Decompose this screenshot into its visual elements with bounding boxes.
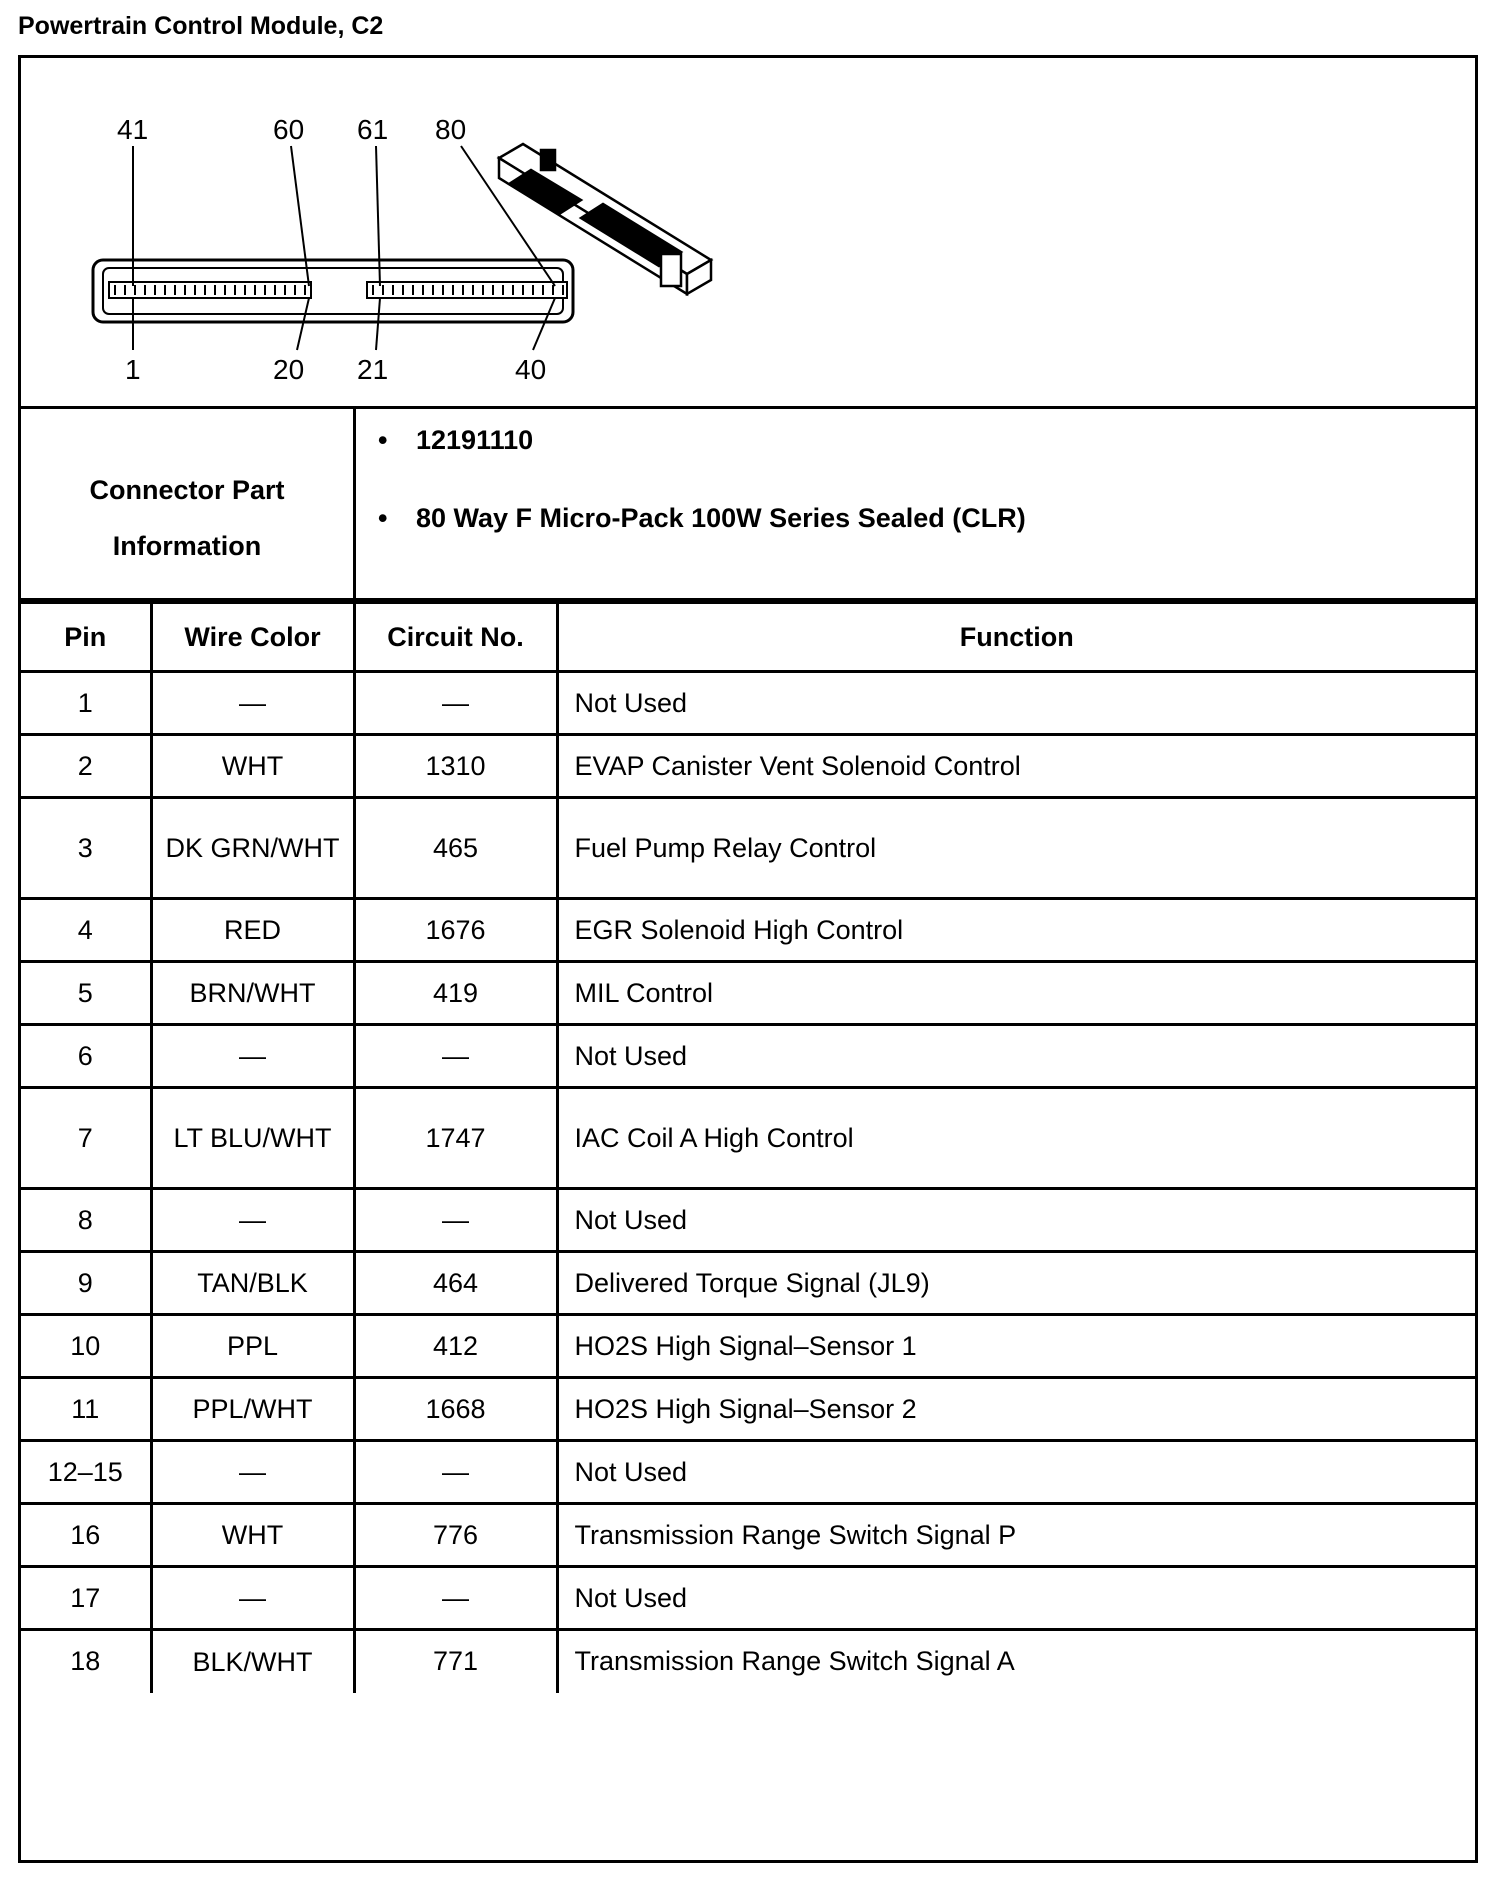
table-row (21, 1189, 1475, 1252)
pin-label-41: 41 (117, 114, 149, 145)
circuit-no-cell: 1676 (354, 899, 557, 962)
connector-diagram (21, 58, 1475, 409)
pin-cell: 16 (21, 1504, 151, 1567)
circuit-no-cell: 1668 (354, 1378, 557, 1441)
pin-cell: 2 (21, 735, 151, 798)
wire-color-cell: WHT (151, 735, 354, 798)
table-row (21, 1088, 1475, 1189)
pin-cell: 4 (21, 899, 151, 962)
col-header-wire-color: Wire Color (151, 603, 354, 672)
wire-color-cell: — (151, 1567, 354, 1630)
pin-cell: 18 (21, 1630, 151, 1693)
function-cell: MIL Control (557, 962, 1475, 1025)
bullet-icon: • (378, 503, 388, 533)
connector-drawing (21, 58, 1475, 406)
circuit-no-cell: 465 (354, 798, 557, 899)
function-cell: Delivered Torque Signal (JL9) (557, 1252, 1475, 1315)
table-row (21, 1252, 1475, 1315)
wire-color-cell: WHT (151, 1504, 354, 1567)
circuit-no-cell: 771 (354, 1630, 557, 1693)
pin-label-1: 1 (125, 354, 141, 385)
pin-cell: 5 (21, 962, 151, 1025)
connector-sheet (18, 55, 1478, 1863)
pin-label-20: 20 (273, 354, 305, 385)
wire-color-cell: RED (151, 899, 354, 962)
pinout-table (21, 601, 1475, 1693)
table-row (21, 735, 1475, 798)
function-cell: EVAP Canister Vent Solenoid Control (557, 735, 1475, 798)
function-cell: Not Used (557, 1441, 1475, 1504)
circuit-no-cell: — (354, 1025, 557, 1088)
col-header-pin: Pin (21, 603, 151, 672)
table-row (21, 1441, 1475, 1504)
cpi-label-line2: Information (112, 531, 262, 561)
connector-part-info-label (21, 409, 356, 598)
pin-label-61: 61 (357, 114, 389, 145)
table-header-row (21, 603, 1475, 672)
connector-part-info (21, 409, 1475, 601)
pin-cell: 9 (21, 1252, 151, 1315)
function-cell: HO2S High Signal–Sensor 1 (557, 1315, 1475, 1378)
wire-color-cell: TAN/BLK (151, 1252, 354, 1315)
function-cell: Not Used (557, 1025, 1475, 1088)
col-header-circuit-no: Circuit No. (354, 603, 557, 672)
table-row (21, 962, 1475, 1025)
pin-cell: 8 (21, 1189, 151, 1252)
connector-description-item (378, 503, 1026, 534)
col-header-function: Function (557, 603, 1475, 672)
table-row (21, 1315, 1475, 1378)
circuit-no-cell: 1310 (354, 735, 557, 798)
circuit-no-cell: 776 (354, 1504, 557, 1567)
wire-color-cell: LT BLU/WHT (151, 1088, 354, 1189)
circuit-no-cell: — (354, 672, 557, 735)
function-cell: Transmission Range Switch Signal A (557, 1630, 1475, 1693)
function-cell: Fuel Pump Relay Control (557, 798, 1475, 899)
bullet-icon: • (378, 425, 388, 455)
wire-color-cell: — (151, 1025, 354, 1088)
wire-color-cell: — (151, 672, 354, 735)
table-row (21, 1567, 1475, 1630)
circuit-no-cell: — (354, 1189, 557, 1252)
wire-color-cell: — (151, 1441, 354, 1504)
table-row (21, 1504, 1475, 1567)
pin-cell: 17 (21, 1567, 151, 1630)
pin-cell: 10 (21, 1315, 151, 1378)
wire-color-cell: — (151, 1189, 354, 1252)
function-cell: Not Used (557, 672, 1475, 735)
circuit-no-cell: — (354, 1441, 557, 1504)
page-title: Powertrain Control Module, C2 (18, 12, 384, 40)
pin-label-21: 21 (357, 354, 389, 385)
wire-color-cell: PPL/WHT (151, 1378, 354, 1441)
function-cell: Transmission Range Switch Signal P (557, 1504, 1475, 1567)
pin-cell: 12–15 (21, 1441, 151, 1504)
pin-label-60: 60 (273, 114, 305, 145)
table-row (21, 1378, 1475, 1441)
circuit-no-cell: 1747 (354, 1088, 557, 1189)
pin-label-40: 40 (515, 354, 547, 385)
table-row (21, 899, 1475, 962)
function-cell: IAC Coil A High Control (557, 1088, 1475, 1189)
pin-label-80: 80 (435, 114, 467, 145)
pin-cell: 11 (21, 1378, 151, 1441)
pin-cell: 1 (21, 672, 151, 735)
function-cell: HO2S High Signal–Sensor 2 (557, 1378, 1475, 1441)
function-cell: Not Used (557, 1567, 1475, 1630)
table-row (21, 672, 1475, 735)
pin-cell: 3 (21, 798, 151, 899)
pin-cell: 7 (21, 1088, 151, 1189)
wire-color-cell: DK GRN/WHT (151, 798, 354, 899)
wire-color-cell: BLK/WHT (151, 1630, 354, 1693)
cpi-label-line1: Connector Part (89, 475, 285, 505)
circuit-no-cell: 419 (354, 962, 557, 1025)
table-row (21, 798, 1475, 899)
circuit-no-cell: — (354, 1567, 557, 1630)
part-number: 12191110 (416, 425, 534, 455)
table-row (21, 1025, 1475, 1088)
table-row (21, 1630, 1475, 1693)
pin-cell: 6 (21, 1025, 151, 1088)
wire-color-cell: BRN/WHT (151, 962, 354, 1025)
function-cell: EGR Solenoid High Control (557, 899, 1475, 962)
function-cell: Not Used (557, 1189, 1475, 1252)
circuit-no-cell: 464 (354, 1252, 557, 1315)
circuit-no-cell: 412 (354, 1315, 557, 1378)
wire-color-cell: PPL (151, 1315, 354, 1378)
part-number-item (378, 425, 533, 456)
connector-description: 80 Way F Micro-Pack 100W Series Sealed (CLR) (416, 503, 1026, 533)
